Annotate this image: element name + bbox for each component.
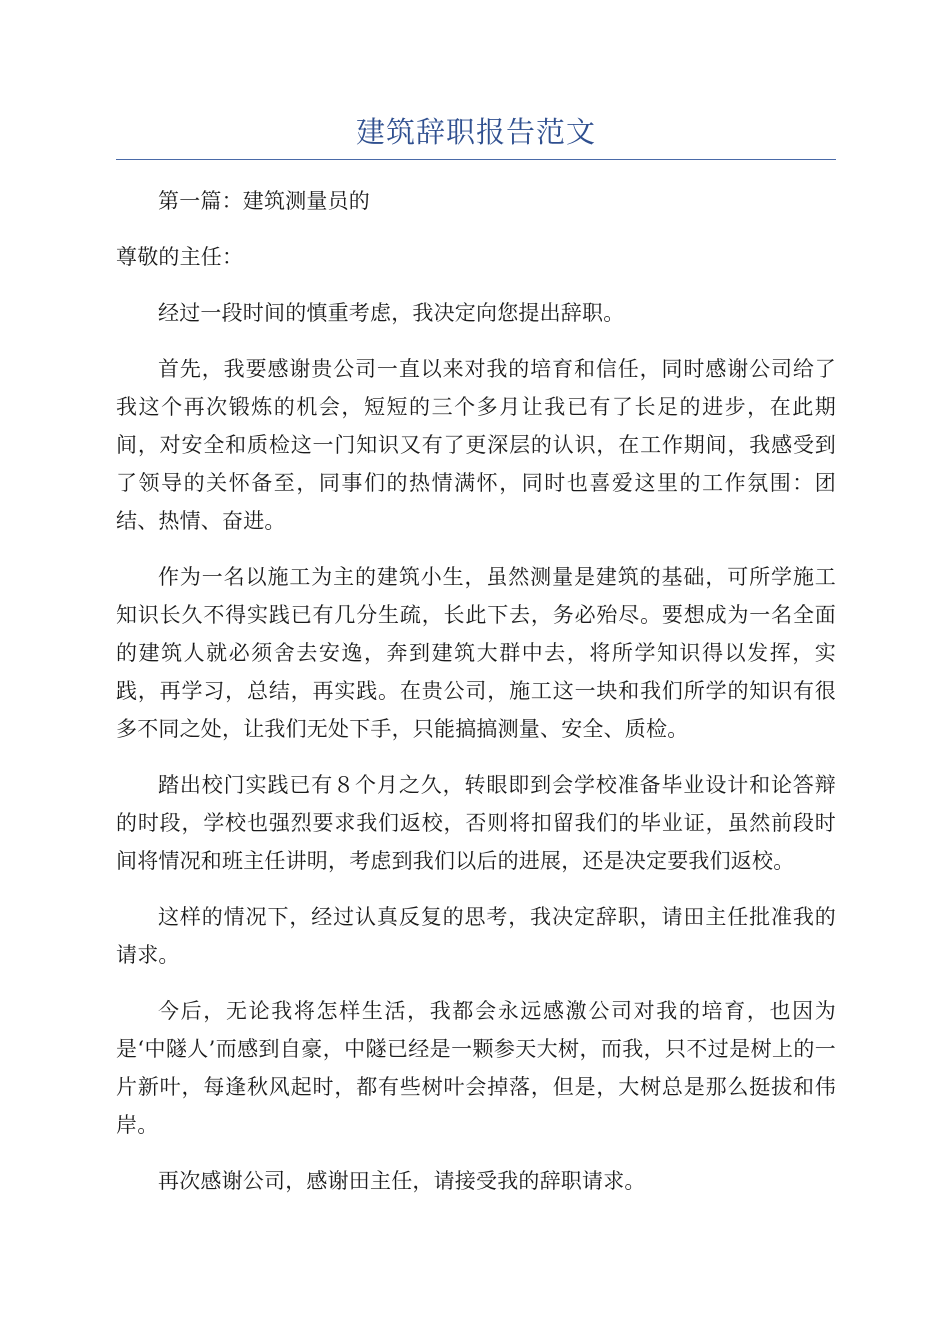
body-paragraph: 今后，无论我将怎样生活，我都会永远感激公司对我的培育，也因为是‘中隧人’而感到自豪，中隧已经是一颗参天大树，而我，只不过是树上的一片新叶，每逢秋风起时，都有些树叶会掉落，但是，大树总是那么挺拔和伟岸。	[116, 999, 836, 1137]
section-heading: 第一篇：建筑测量员的	[158, 189, 370, 213]
document-body	[116, 182, 836, 1200]
document-page	[116, 110, 836, 1218]
closing-paragraph: 再次感谢公司，感谢田主任，请接受我的辞职请求。	[158, 1169, 646, 1193]
body-paragraph: 踏出校门实践已有８个月之久，转眼即到会学校准备毕业设计和论答辩的时段，学校也强烈要求我们返校，否则将扣留我们的毕业证，虽然前段时间将情况和班主任讲明，考虑到我们以后的进展，还是决定要我们返校。	[116, 773, 836, 873]
body-paragraph: 首先，我要感谢贵公司一直以来对我的培育和信任，同时感谢公司给了我这个再次锻炼的机会，短短的三个多月让我已有了长足的进步，在此期间，对安全和质检这一门知识又有了更深层的认识，在工作期间，我感受到了领导的关怀备至，同事们的热情满怀，同时也喜爱这里的工作氛围：团结、热情、奋进。	[116, 357, 836, 533]
salutation: 尊敬的主任：	[116, 245, 244, 269]
body-paragraph: 这样的情况下，经过认真反复的思考，我决定辞职，请田主任批准我的请求。	[116, 905, 836, 967]
body-paragraph: 经过一段时间的慎重考虑，我决定向您提出辞职。	[158, 301, 625, 325]
document-title: 建筑辞职报告范文	[116, 110, 836, 160]
body-paragraph: 作为一名以施工为主的建筑小生，虽然测量是建筑的基础，可所学施工知识长久不得实践已有几分生疏，长此下去，务必殆尽。要想成为一名全面的建筑人就必须舍去安逸，奔到建筑大群中去，将所学知识得以发挥，实践，再学习，总结，再实践。在贵公司，施工这一块和我们所学的知识有很多不同之处，让我们无处下手，只能搞搞测量、安全、质检。	[116, 565, 836, 741]
